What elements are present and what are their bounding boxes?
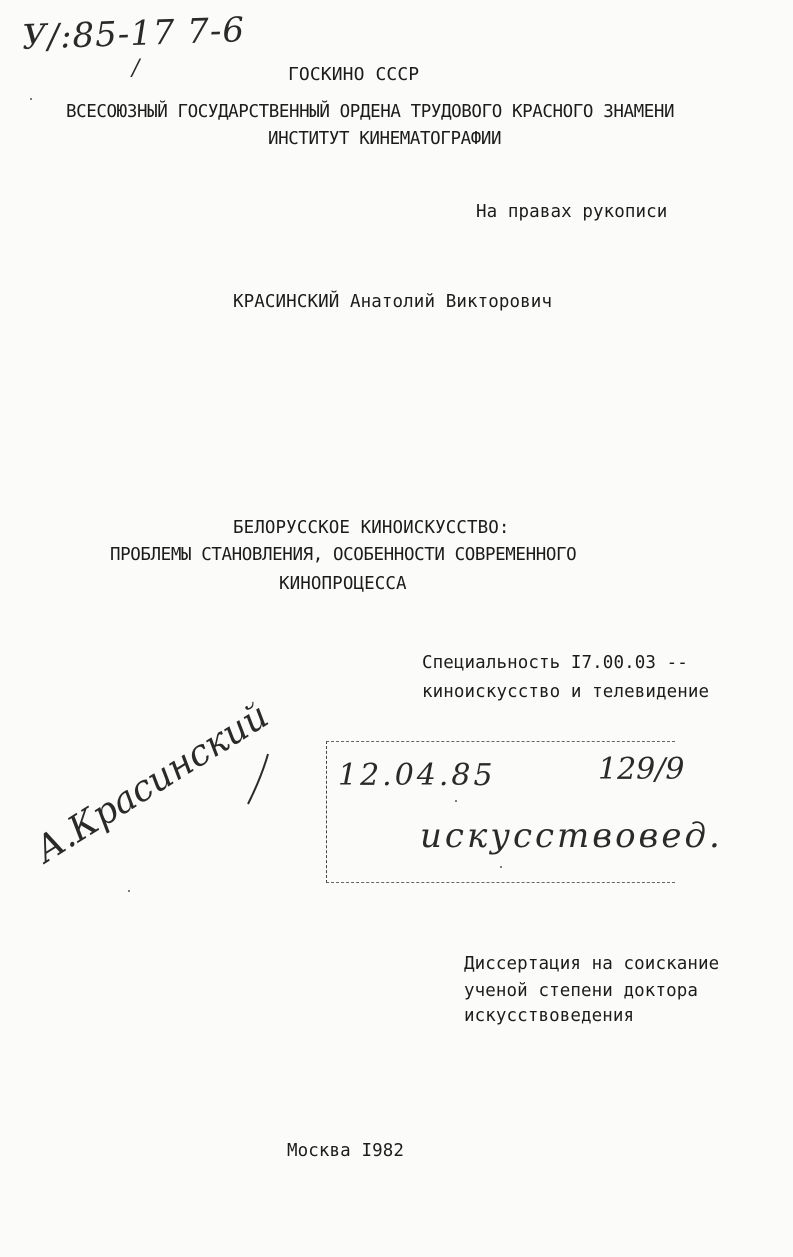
specialty-line2: киноискусство и телевидение — [422, 682, 710, 702]
dissertation-line1: Диссертация на соискание — [464, 954, 720, 974]
dissertation-line3: искусствоведения — [464, 1006, 635, 1026]
scan-speck — [455, 800, 457, 802]
rights-note: На правах рукописи — [476, 202, 668, 222]
author-signature: А.Красинский — [28, 695, 276, 871]
author-name: КРАСИНСКИЙ Анатолий Викторович — [233, 292, 553, 312]
scan-speck — [500, 866, 502, 868]
archive-mark: У/:85-17 7-6 — [21, 10, 246, 58]
specialty-line1: Специальность I7.00.03 -- — [422, 653, 688, 673]
institute-heading-line2: ИНСТИТУТ КИНЕМАТОГРАФИИ — [268, 129, 502, 149]
scan-speck — [128, 890, 130, 892]
title-line2: ПРОБЛЕМЫ СТАНОВЛЕНИЯ, ОСОБЕННОСТИ СОВРЕМЕННОГО — [110, 545, 577, 565]
stamp-number: 129/9 — [598, 752, 685, 787]
institute-heading-line1: ВСЕСОЮЗНЫЙ ГОСУДАРСТВЕННЫЙ ОРДЕНА ТРУДОВОГО КРАСНОГО ЗНАМЕНИ — [66, 102, 675, 122]
place-year: Москва I982 — [287, 1141, 404, 1161]
agency-heading: ГОСКИНО СССР — [288, 64, 420, 85]
signature-stroke — [238, 750, 278, 810]
title-line1: БЕЛОРУССКОЕ КИНОИСКУССТВО: — [233, 518, 510, 538]
archive-mark-tick: / — [132, 56, 140, 81]
stamp-field: искусствовед. — [420, 816, 723, 856]
title-line3: КИНОПРОЦЕССА — [279, 574, 407, 594]
dissertation-line2: ученой степени доктора — [464, 981, 698, 1001]
scan-speck — [30, 98, 32, 100]
stamp-date: 12.04.85 — [338, 758, 496, 793]
